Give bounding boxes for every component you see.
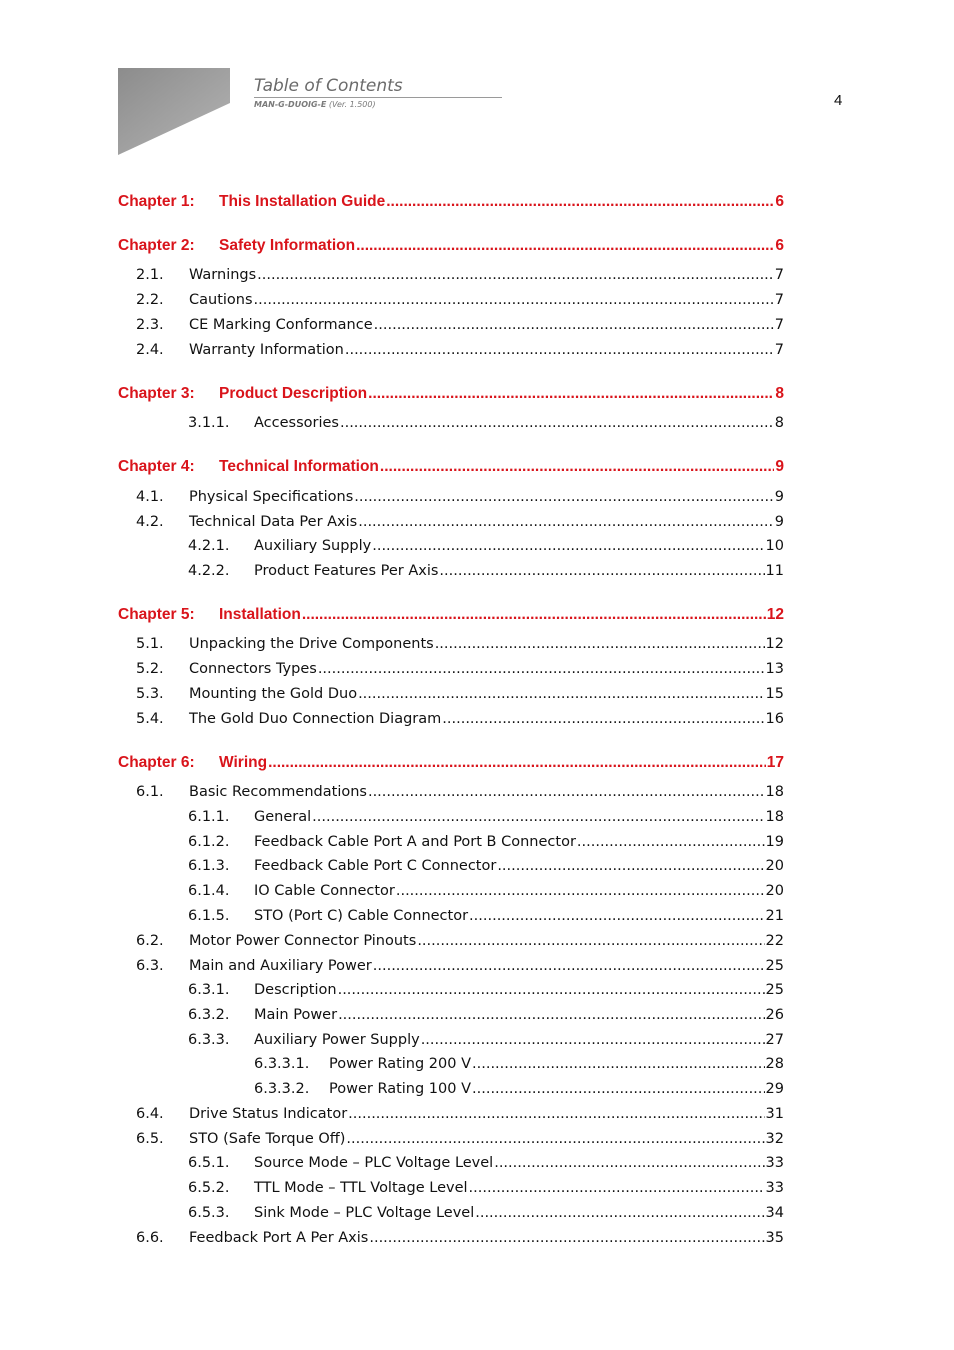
toc-entry-title: Technical Data Per Axis — [189, 514, 358, 530]
toc-entry[interactable] — [136, 634, 784, 654]
toc-dot-leader — [345, 340, 774, 360]
toc-entry-page: 29 — [765, 1081, 784, 1097]
toc-entry[interactable] — [188, 1005, 784, 1025]
toc-dot-leader — [386, 192, 774, 212]
toc-entry[interactable] — [188, 1153, 784, 1173]
toc-entry-page: 6 — [775, 193, 784, 210]
toc-entry-number: 6.1.4. — [188, 883, 230, 899]
toc-entry-page: 26 — [765, 1007, 784, 1023]
toc-entry-title: Product Description — [219, 385, 368, 402]
toc-entry-page: 19 — [765, 834, 784, 850]
toc-entry[interactable] — [136, 709, 784, 729]
toc-entry[interactable] — [188, 881, 784, 901]
toc-entry[interactable] — [254, 1079, 784, 1099]
toc-entry[interactable] — [188, 561, 784, 581]
toc-entry-title: Feedback Cable Port C Connector — [254, 858, 497, 874]
toc-entry[interactable] — [254, 1054, 784, 1074]
toc-entry[interactable] — [136, 956, 784, 976]
toc-entry-page: 31 — [765, 1106, 784, 1122]
toc-entry-page: 7 — [774, 317, 784, 333]
toc-entry-number: 2.2. — [136, 292, 164, 308]
toc-entry-title: Motor Power Connector Pinouts — [189, 933, 417, 949]
toc-entry[interactable] — [136, 931, 784, 951]
toc-dot-leader — [368, 782, 765, 802]
toc-entry-number: Chapter 2: — [118, 237, 195, 254]
toc-entry-title: General — [254, 809, 312, 825]
toc-entry-page: 8 — [775, 385, 784, 402]
toc-entry-number: 4.1. — [136, 489, 164, 505]
toc-entry-number: 6.1.2. — [188, 834, 230, 850]
toc-entry[interactable] — [136, 659, 784, 679]
toc-entry-page: 15 — [765, 686, 784, 702]
doc-code: MAN-G-DUOIG-E — [254, 100, 327, 109]
toc-dot-leader — [472, 1054, 765, 1074]
toc-entry-page: 25 — [765, 982, 784, 998]
toc-dot-leader — [369, 1228, 764, 1248]
toc-entry-title: Connectors Types — [189, 661, 317, 677]
toc-entry-number: 4.2. — [136, 514, 164, 530]
toc-entry-page: 16 — [765, 711, 784, 727]
toc-dot-leader — [257, 265, 774, 285]
toc-entry[interactable] — [188, 536, 784, 556]
toc-entry[interactable] — [188, 1178, 784, 1198]
toc-entry-title: Main Power — [254, 1007, 338, 1023]
toc-entry-page: 32 — [765, 1131, 784, 1147]
toc-entry-title: This Installation Guide — [219, 193, 386, 210]
toc-dot-leader — [338, 1005, 764, 1025]
toc-entry-number: 6.3.1. — [188, 982, 230, 998]
toc-entry[interactable] — [136, 512, 784, 532]
toc-entry-page: 20 — [765, 883, 784, 899]
toc-entry-number: 5.3. — [136, 686, 164, 702]
toc-entry-number: 6.1.5. — [188, 908, 230, 924]
toc-dot-leader — [439, 561, 764, 581]
toc-entry-title: Auxiliary Power Supply — [254, 1032, 420, 1048]
toc-entry-title: Accessories — [254, 415, 339, 431]
toc-entry-title: Source Mode – PLC Voltage Level — [254, 1155, 494, 1171]
toc-dot-leader — [469, 1178, 765, 1198]
toc-dot-leader — [338, 980, 765, 1000]
toc-entry-title: Physical Specifications — [189, 489, 354, 505]
toc-dot-leader — [302, 605, 766, 625]
toc-entry-page: 7 — [774, 267, 784, 283]
toc-entry-page: 9 — [774, 489, 784, 505]
toc-entry-number: 5.4. — [136, 711, 164, 727]
toc-dot-leader — [354, 487, 774, 507]
toc-entry-title: Warnings — [189, 267, 257, 283]
toc-entry[interactable] — [188, 1203, 784, 1223]
toc-entry-number: 4.2.1. — [188, 538, 230, 554]
toc-dot-leader — [374, 315, 774, 335]
toc-entry-number: 3.1.1. — [188, 415, 230, 431]
toc-entry[interactable] — [136, 265, 784, 285]
toc-dot-leader — [346, 1129, 764, 1149]
toc-entry-title: Safety Information — [219, 237, 356, 254]
toc-dot-leader — [396, 881, 765, 901]
toc-entry[interactable] — [188, 980, 784, 1000]
toc-entry-title: Feedback Port A Per Axis — [189, 1230, 369, 1246]
toc-entry-page: 20 — [765, 858, 784, 874]
toc-entry[interactable] — [136, 782, 784, 802]
toc-entry-page: 33 — [765, 1155, 784, 1171]
toc-entry-title: CE Marking Conformance — [189, 317, 373, 333]
toc-entry-page: 28 — [765, 1056, 784, 1072]
toc-entry[interactable] — [136, 684, 784, 704]
toc-entry-title: Drive Status Indicator — [189, 1106, 348, 1122]
toc-entry-page: 17 — [766, 754, 784, 771]
toc-entry-number: 2.4. — [136, 342, 164, 358]
toc-entry-title: STO (Safe Torque Off) — [189, 1131, 346, 1147]
toc-entry-number: 6.5.3. — [188, 1205, 230, 1221]
toc-dot-leader — [368, 384, 774, 404]
toc-dot-leader — [312, 807, 764, 827]
toc-entry[interactable] — [188, 906, 784, 926]
page-number: 4 — [834, 92, 843, 109]
toc-chapter-entry[interactable] — [118, 753, 784, 773]
toc-entry-title: Power Rating 100 V — [329, 1081, 472, 1097]
toc-dot-leader — [380, 457, 774, 477]
toc-entry-number: 6.3.3. — [188, 1032, 230, 1048]
toc-entry[interactable] — [188, 832, 784, 852]
toc-entry[interactable] — [136, 487, 784, 507]
toc-chapter-entry[interactable] — [118, 192, 784, 212]
header-title: Table of Contents — [254, 76, 502, 98]
toc-chapter-entry[interactable] — [118, 236, 784, 256]
toc-entry-page: 33 — [765, 1180, 784, 1196]
toc-entry[interactable] — [188, 856, 784, 876]
toc-entry-number: 6.3.3.2. — [254, 1081, 310, 1097]
toc-entry-page: 22 — [765, 933, 784, 949]
toc-entry-title: Product Features Per Axis — [254, 563, 439, 579]
toc-chapter-entry[interactable] — [118, 457, 784, 477]
toc-entry-page: 21 — [765, 908, 784, 924]
toc-entry-title: The Gold Duo Connection Diagram — [189, 711, 442, 727]
toc-entry-title: Warranty Information — [189, 342, 344, 358]
toc-entry-page: 11 — [765, 563, 784, 579]
toc-entry-title: Mounting the Gold Duo — [189, 686, 358, 702]
toc-entry-title: Cautions — [189, 292, 253, 308]
toc-entry-number: Chapter 3: — [118, 385, 195, 402]
toc-entry[interactable] — [136, 1104, 784, 1124]
toc-entry-number: Chapter 5: — [118, 606, 195, 623]
toc-entry-number: Chapter 1: — [118, 193, 195, 210]
toc-chapter-entry[interactable] — [118, 605, 784, 625]
toc-dot-leader — [494, 1153, 764, 1173]
toc-entry-number: Chapter 6: — [118, 754, 195, 771]
toc-entry[interactable] — [188, 807, 784, 827]
toc-entry-number: 6.1. — [136, 784, 164, 800]
toc-entry-number: 6.1.1. — [188, 809, 230, 825]
toc-entry-title: STO (Port C) Cable Connector — [254, 908, 469, 924]
toc-dot-leader — [577, 832, 765, 852]
toc-entry-page: 7 — [774, 292, 784, 308]
toc-entry[interactable] — [136, 315, 784, 335]
toc-entry-page: 12 — [766, 606, 784, 623]
toc-entry-page: 27 — [765, 1032, 784, 1048]
toc-entry-page: 12 — [765, 636, 784, 652]
toc-dot-leader — [435, 634, 765, 654]
toc-entry-page: 9 — [774, 514, 784, 530]
toc-entry-page: 34 — [765, 1205, 784, 1221]
toc-entry-number: 2.3. — [136, 317, 164, 333]
toc-entry-page: 18 — [765, 809, 784, 825]
toc-dot-leader — [318, 659, 765, 679]
toc-entry-number: 6.5.1. — [188, 1155, 230, 1171]
toc-entry-number: 6.3.2. — [188, 1007, 230, 1023]
toc-entry-number: 6.3.3.1. — [254, 1056, 310, 1072]
toc-entry[interactable] — [188, 1030, 784, 1050]
toc-entry-page: 13 — [765, 661, 784, 677]
toc-entry[interactable] — [136, 1129, 784, 1149]
toc-entry-title: IO Cable Connector — [254, 883, 395, 899]
toc-dot-leader — [348, 1104, 764, 1124]
toc-entry-number: 6.5. — [136, 1131, 164, 1147]
toc-entry-page: 9 — [775, 458, 784, 475]
toc-entry[interactable] — [136, 340, 784, 360]
toc-dot-leader — [268, 753, 766, 773]
toc-entry[interactable] — [188, 413, 784, 433]
toc-entry-title: Main and Auxiliary Power — [189, 958, 372, 974]
toc-entry-number: 6.2. — [136, 933, 164, 949]
toc-entry-page: 6 — [775, 237, 784, 254]
toc-entry-page: 8 — [774, 415, 784, 431]
toc-entry-title: Technical Information — [219, 458, 379, 475]
toc-entry-title: Description — [254, 982, 337, 998]
toc-entry-title: Wiring — [219, 754, 268, 771]
toc-entry-title: Sink Mode – PLC Voltage Level — [254, 1205, 475, 1221]
toc-entry-title: Basic Recommendations — [189, 784, 367, 800]
toc-entry-number: 6.6. — [136, 1230, 164, 1246]
toc-dot-leader — [358, 684, 764, 704]
toc-entry-title: Installation — [219, 606, 301, 623]
toc-dot-leader — [421, 1030, 765, 1050]
toc-dot-leader — [358, 512, 774, 532]
toc-dot-leader — [417, 931, 764, 951]
header-subtitle — [254, 100, 376, 109]
toc-dot-leader — [497, 856, 764, 876]
toc-dot-leader — [372, 536, 764, 556]
toc-entry-number: 5.2. — [136, 661, 164, 677]
toc-entry-page: 7 — [774, 342, 784, 358]
toc-entry-title: Power Rating 200 V — [329, 1056, 472, 1072]
toc-entry[interactable] — [136, 290, 784, 310]
toc-dot-leader — [373, 956, 765, 976]
toc-dot-leader — [340, 413, 774, 433]
toc-entry-page: 25 — [765, 958, 784, 974]
toc-entry-number: 6.4. — [136, 1106, 164, 1122]
toc-entry-number: 5.1. — [136, 636, 164, 652]
toc-entry-page: 18 — [765, 784, 784, 800]
toc-entry-title: Feedback Cable Port A and Port B Connector — [254, 834, 576, 850]
toc-entry-number: 4.2.2. — [188, 563, 230, 579]
toc-dot-leader — [472, 1079, 765, 1099]
toc-entry-page: 10 — [765, 538, 784, 554]
toc-entry-number: 6.5.2. — [188, 1180, 230, 1196]
toc-entry-number: 2.1. — [136, 267, 164, 283]
toc-entry[interactable] — [136, 1228, 784, 1248]
toc-entry-title: Auxiliary Supply — [254, 538, 372, 554]
toc-dot-leader — [442, 709, 764, 729]
toc-entry-number: 6.1.3. — [188, 858, 230, 874]
toc-dot-leader — [469, 906, 765, 926]
company-logo — [118, 68, 230, 155]
toc-dot-leader — [356, 236, 774, 256]
toc-dot-leader — [254, 290, 774, 310]
toc-entry-page: 35 — [765, 1230, 784, 1246]
toc-chapter-entry[interactable] — [118, 384, 784, 404]
doc-version: (Ver. 1.500) — [328, 100, 376, 109]
toc-entry-number: 6.3. — [136, 958, 164, 974]
toc-entry-number: Chapter 4: — [118, 458, 195, 475]
toc-dot-leader — [475, 1203, 764, 1223]
toc-entry-title: Unpacking the Drive Components — [189, 636, 434, 652]
toc-entry-title: TTL Mode – TTL Voltage Level — [254, 1180, 468, 1196]
